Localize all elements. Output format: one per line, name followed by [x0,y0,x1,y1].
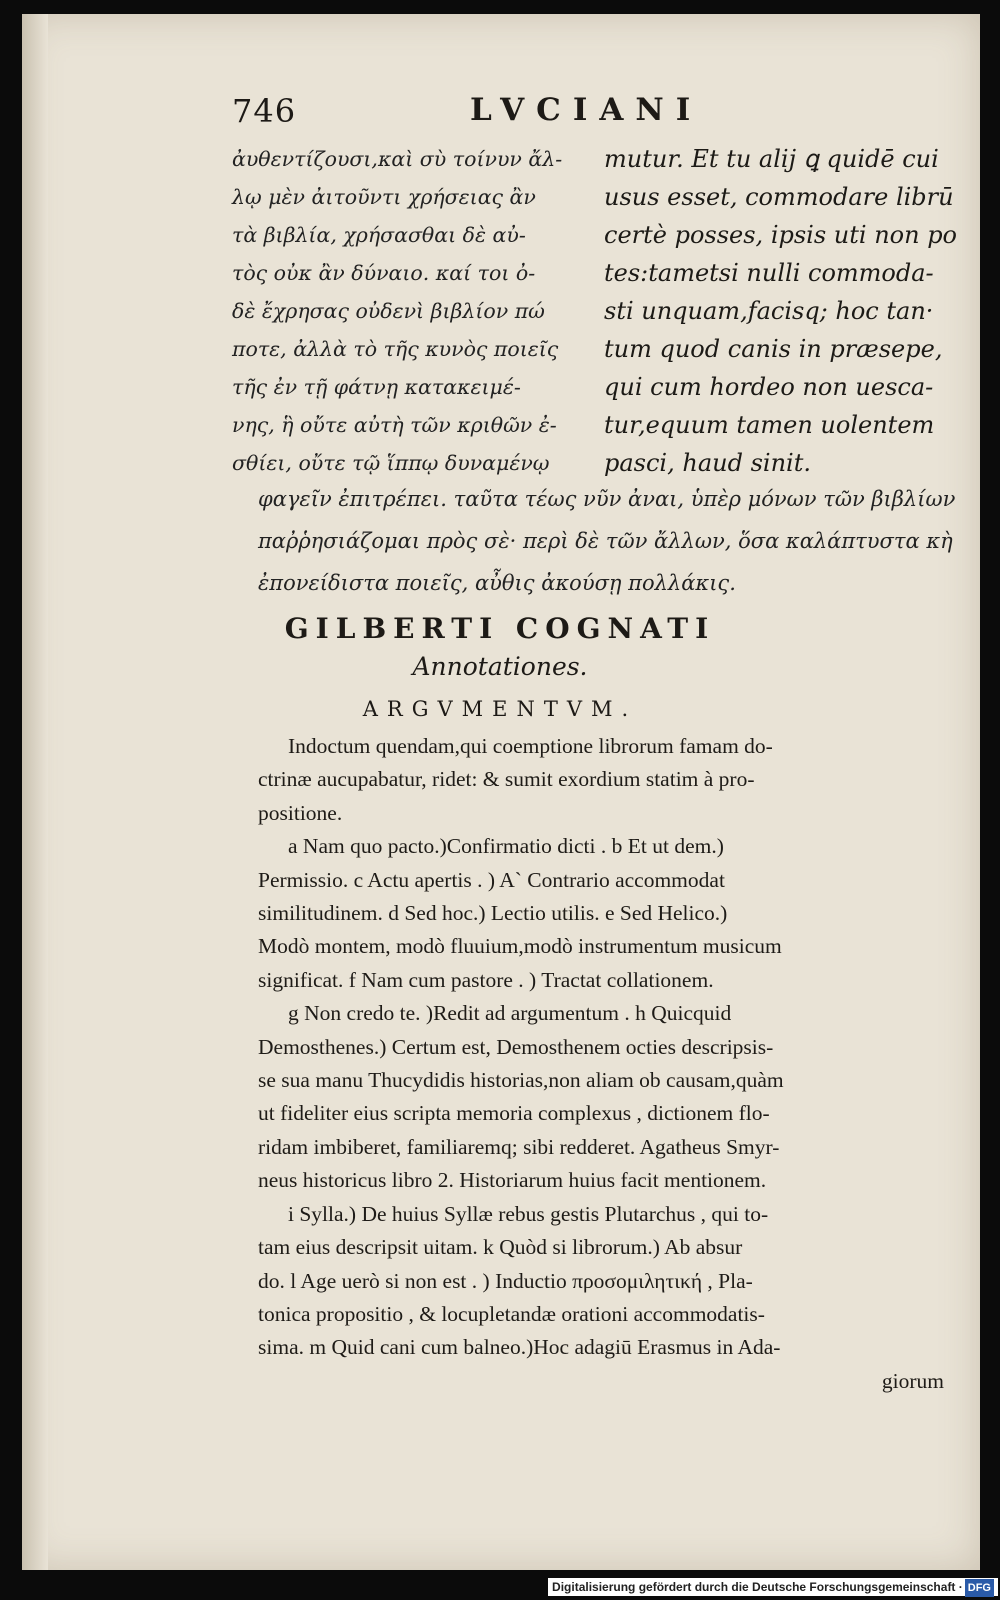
greek-line: λῳ μὲν ἀιτοῦντι χρήσειας ἂν [232,185,536,209]
greek-line: σθίει, οὔτε τῷ ἵππῳ δυναμένῳ [232,451,550,475]
latin-line: pasci, haud sinit. [604,449,811,477]
body-line: Demosthenes.) Certum est, Demosthenem octies descripsis- [258,1034,774,1059]
body-line: Indoctum quendam,qui coemptione librorum famam do- [288,734,773,758]
greek-line: ἀυθεντίζουσι,καὶ σὺ τοίνυν ἄλ- [232,147,563,171]
body-line: Modò montem, modò fluuium,modò instrumentum musicum [258,934,782,959]
page-number: 746 [232,92,297,130]
greek-line: δὲ ἔχρησας οὐδενὶ βιβλίον πώ [232,299,545,323]
section-title: GILBERTI COGNATI [284,612,716,645]
body-line: i Sylla.) De huius Syllæ rebus gestis Plutarchus , qui to- [288,1201,769,1226]
latin-line: mutur. Et tu alij ꝗ quidē cui [604,145,939,173]
greek-line: νης, ἣ οὔτε αὐτὴ τῶν κριθῶν ἐ- [232,413,557,437]
greek-line: παῤῥησιάζομαι πρὸς σὲ· περὶ δὲ τῶν ἄλλων, ὅσα καλάπτυστα κὴ [258,529,953,553]
catchword: giorum [881,1368,944,1393]
latin-line: tes:tametsi nulli commoda- [604,259,934,287]
body-line: a Nam quo pacto.)Confirmatio dicti . b Et ut dem.) [288,834,724,859]
body-line: ut fideliter eius scripta memoria complexus , dictionem flo- [258,1101,770,1126]
page-gutter-shadow [22,14,48,1570]
digitization-credit [548,1578,998,1596]
latin-line: qui cum hordeo non uesca- [604,373,934,401]
latin-line: tur,equum tamen uolentem [604,411,935,439]
greek-line: ἐπονείδιστα ποιεῖς, αὖθις ἀκούσῃ πολλάκις. [258,571,736,595]
latin-line: tum quod canis in præsepe, [604,335,943,363]
annotation-body [258,730,948,1398]
body-line: positione. [258,800,343,825]
body-line: g Non credo te. )Redit ad argumentum . h Quicquid [288,1001,732,1026]
running-title: LVCIANI [470,92,703,128]
latin-column [604,140,958,482]
greek-line: φαγεῖν ἐπιτρέπει. ταῦτα τέως νῦν ἀναι, ὑπὲρ μόνων τῶν βιβλίων [258,487,956,511]
body-line: se sua manu Thucydidis historias,non aliam ob causam,quàm [258,1068,784,1093]
greek-column [232,140,582,482]
body-line: sima. m Quid cani cum balneo.)Hoc adagiū Erasmus in Ada- [258,1335,781,1360]
credit-text: Digitalisierung gefördert durch die Deutsche Forschungsgemeinschaft · [552,1580,963,1594]
greek-line: τὸς οὐκ ἂν δύναιο. καί τοι ὀ- [232,261,536,285]
body-line: ctrinæ aucupabatur, ridet: & sumit exordium statim à pro- [258,767,755,792]
body-line: similitudinem. d Sed hoc.) Lectio utilis. e Sed Helico.) [258,901,728,926]
greek-line: τὰ βιβλία, χρήσασθαι δὲ αὐ- [232,223,526,247]
latin-line: usus esset, commodare librū [604,183,954,211]
body-line: tonica propositio , & locupletandæ orationi accommodatis- [258,1301,765,1326]
section-subtitle: Annotationes. [412,652,588,681]
argument-heading: ARGVMENTVM. [362,697,638,721]
body-line: neus historicus libro 2. Historiarum huius facit mentionem. [258,1168,767,1193]
latin-line: certè posses, ipsis uti non po [604,221,958,249]
greek-line: ποτε, ἀλλὰ τὸ τῆς κυνὸς ποιεῖς [232,337,559,361]
body-line: significat. f Nam cum pastore . ) Tractat collationem. [258,967,714,992]
dfg-logo: DFG [965,1579,994,1597]
body-line: tam eius descripsit uitam. k Quòd si librorum.) Ab absur [258,1235,743,1260]
greek-line: τῆς ἐν τῇ φάτνῃ κατακειμέ- [232,375,521,399]
body-line: Permissio. c Actu apertis . ) A` Contrario accommodat [258,867,725,892]
body-line: do. l Age uerò si non est . ) Inductio προσομιλητική , Pla- [258,1268,753,1293]
latin-line: sti unquam,facisq; hoc tan· [604,297,934,325]
page-header [232,92,932,142]
body-line: ridam imbiberet, familiaremq; sibi redderet. Agatheus Smyr- [258,1134,780,1159]
greek-continuation [258,478,956,604]
